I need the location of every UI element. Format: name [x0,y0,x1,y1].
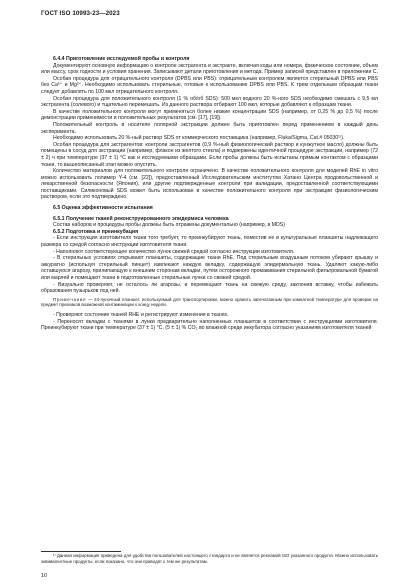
section-heading-6-5-1: 6.5.1 Получение тканей реконструированного эпидермиса человека [53,215,229,222]
page-number: 10 [41,573,47,579]
section-heading-6-5-2: 6.5.2 Подготовка и преинкубация [53,228,139,235]
footnote: ¹⁾ Данная информация приведена для удобства пользователей настоящего стандарта и не является рекламой ISO указанного продукта. Можно использовать эквивалентные продукты, если показано, что они приводят к тем же результатам. [41,553,378,564]
section-heading-6-5: 6.5 Оценка эффективности испытания [53,205,153,212]
section-heading-6-4-4: 6.4.4 Приготовление исследуемой пробы и контроля [53,56,190,62]
paragraph: Особая процедура для отрицательного контроля (DPBS или PBS): отрицательным контролем является стерильный DPBS или PBS без Ca²⁺ и Mg²⁺. Необходимо использовать стерильные, готовые к использованию DPBS или PBS. К трем отдельным образцам ткани следует добавлять по 100 мкл отрицательного контроля. [41,75,378,95]
paragraph: Положительный контроль в носителе полярной экстракции должен быть приготовлен перед применением в каждый день эксперимента. [41,121,378,135]
document-body [41,56,378,332]
footnote-divider [41,551,121,552]
note-label: Примечание [53,296,87,302]
list-item: - Если инструкция изготовителя ткани того требует, то преинкубируют ткань, поместив ее в культуральные планшеты надлежащего размера со средой согласно инструкции изготовителя ткани. [41,235,378,249]
note [41,297,378,308]
paragraph: В качестве положительного контроля могут применяться более низкие концентрации SDS (например, от 0,25 % до 0,5 %) после демонстрации применимости и положительных результатов (см. [17], [19]). [41,108,378,122]
paragraph: Необходимо использовать 20 %-ный раствор SDS от коммерческого поставщика (например, Fluka/Sigma, Cat.# 05030¹⁾). [53,135,345,142]
list-item: - Визуально проверяют, не осталось ли агарозы, и перемещают ткань на свежую среду, заклонив вставку, чтобы избежать образования пузырьков под ней. [41,281,378,295]
page-header: ГОСТ ISO 10993-23—2023 [41,10,120,17]
list-item: - Наполняют соответствующее количество лунок свежей средой согласно инструкции изготовителя. [53,248,295,255]
list-item: - Проверяют состояние тканей RHE и регистрируют изменения в тканях. [53,311,229,318]
list-item: - Переносят вкладки с тканями в лунки предварительно наполненных планшетов в соответствии с инструкциями изготовителя. Преинкубируют ткани при температуре (37 ± 1) °С, (5 ± 1) % CO₂ во влажной среде инкубатора согласно указаниям изготовителя тканей [41,318,378,332]
list-item: - В стерильных условиях открывают планшеты, содержащие ткани RhE. Под стерильным воздушным потоком убирают крышку и аккуратно (используя стерильный пинцет) извлекают каждую вкладку, содержащую эпидермальную ткань. Удаляют какую-либо оставшуюся агарозу, прилипающую к внешним сторонам вкладки, путем осторожного промакивания стерильной фильтровальной бумагой или марлей и помещают ткани в подготовленные стерильные лунки со свежей средой. [41,255,378,281]
paragraph: Особая процедура для положительного контроля (1 % об/об SDS): 500 мкл водного 20 %-ного SDS необходимо смешать с 9,5 мл экстрагента (солевого) и тщательно перемешать. Из данного раствора отбирают 100 мкл, которые добавляют к образцам ткани. [41,95,378,109]
paragraph: Количество материалов для положительного контроля ограничено. В качестве положительного контроля для моделей RhE in vitro можно использовать полимер Y-4 (см. [22]), предоставленный Исследовательским институтом Хатано Центра продовольственной и лекарственной безопасности (Япония), или другие подтвержденные контроли при валидации, предоставленной соответствующими поставщиками. Силиконовый SDS может быть использован в качестве положительного контроля при экстракции физиологическим раствором, если это подтверждено. [41,168,378,201]
paragraph: Состав наборов и процедуры пробы должны быть отражены документально (например, в MDS) [53,222,285,229]
note-text: — 24-луночный планшет, используемый для транспортировки, можно хранить запечатанным при комнатной температуре для проверки на предмет признаков возможной контаминации к концу недели. [41,296,378,308]
paragraph: Документируют основную информацию о контроле экстрагента и экстракте, включая коды или номера, физическое состояние, объем или массу, срок годности и условия хранения. Записывают детали приготовления и метода. Пример записей представлен в приложении С. [41,62,378,76]
paragraph: Особая процедура для экстрагентов: контроли экстрагентов (0,9 %-ный физиологический раствор и кунжутное масло) должны быть помещены в сосуд для экстракции (например, флакон из желтого стекла) и подвержены идентичной процедуре экстракции, например (72 ± 2) ч при температуре (37 ± 1) °С как и исследуемыми образцами. Если пробы должны быть испытаны прямым контактом с образцами ткани, то вышеописанный этап можно опустить. [41,141,378,168]
